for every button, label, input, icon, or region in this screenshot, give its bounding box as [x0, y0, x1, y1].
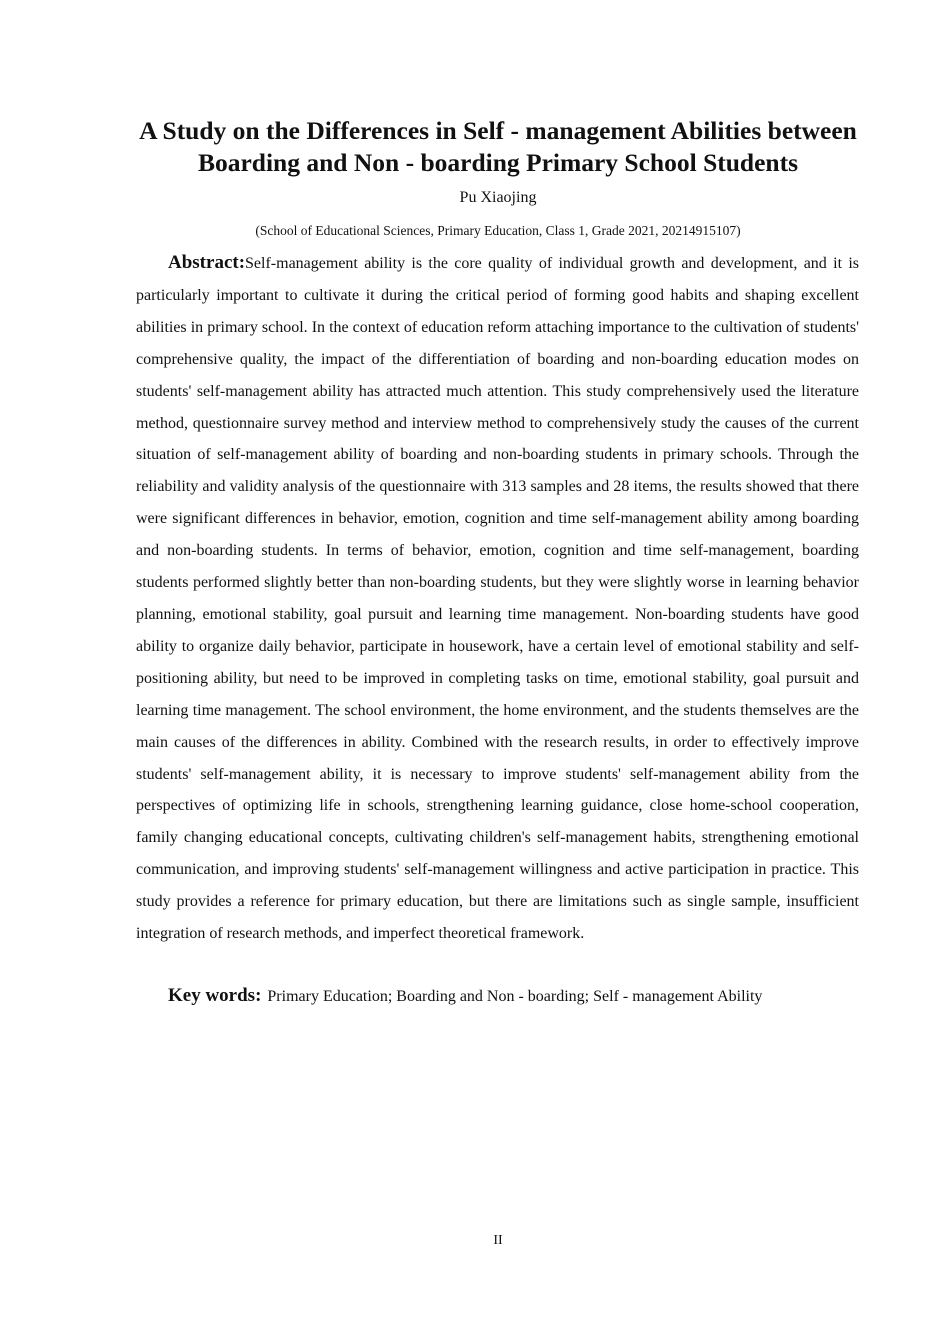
paper-title: A Study on the Differences in Self - management Abilities between Boarding and Non - boarding Primary School Students — [139, 116, 857, 177]
abstract-paragraph — [136, 247, 859, 950]
abstract-label: Abstract: — [168, 252, 246, 273]
keywords-text: Primary Education; Boarding and Non - boarding; Self - management Ability — [267, 988, 763, 1005]
keywords-line — [168, 982, 868, 1011]
abstract-text: Self-management ability is the core quality of individual growth and development, and it is particularly important to cultivate it during the critical period of forming good habits and shaping excellent abilities in primary school. In the context of education reform attaching importance to the cultivation of students' comprehensive quality, the impact of the differentiation of boarding and non-boarding education modes on students' self-management ability has attracted much attention. This study comprehensively used the literature method, questionnaire survey method and interview method to comprehensively study the causes of the current situation of self-management ability of boarding and non-boarding students in primary schools. Through the reliability and validity analysis of the questionnaire with 313 samples and 28 items, the results showed that there were significant differences in behavior, emotion, cognition and time self-management ability among boarding and non-boarding students. In terms of behavior, emotion, cognition and time self-management, boarding students performed slightly better than non-boarding students, but they were slightly worse in learning behavior planning, emotional stability, goal pursuit and learning time management. Non-boarding students have good ability to organize daily behavior, participate in housework, have a certain level of emotional stability and self-positioning ability, but need to be improved in completing tasks on time, emotional stability, goal pursuit and learning time management. The school environment, the home environment, and the students themselves are the main causes of the differences in ability. Combined with the research results, in order to effectively improve students' self-management ability, it is necessary to improve students' self-management ability from the perspectives of optimizing life in schools, strengthening learning guidance, close home-school cooperation, family changing educational concepts, cultivating children's self-management habits, strengthening emotional communication, and improving students' self-management willingness and active participation in practice. This study provides a reference for primary education, but there are limitations such as single sample, insufficient integration of research methods, and imperfect theoretical framework. — [136, 255, 859, 943]
page-number: II — [493, 1233, 503, 1248]
keywords-label: Key words: — [168, 985, 262, 1006]
author-affiliation: (School of Educational Sciences, Primary Education, Class 1, Grade 2021, 20214915107) — [255, 223, 741, 238]
author-name: Pu Xiaojing — [459, 189, 537, 206]
